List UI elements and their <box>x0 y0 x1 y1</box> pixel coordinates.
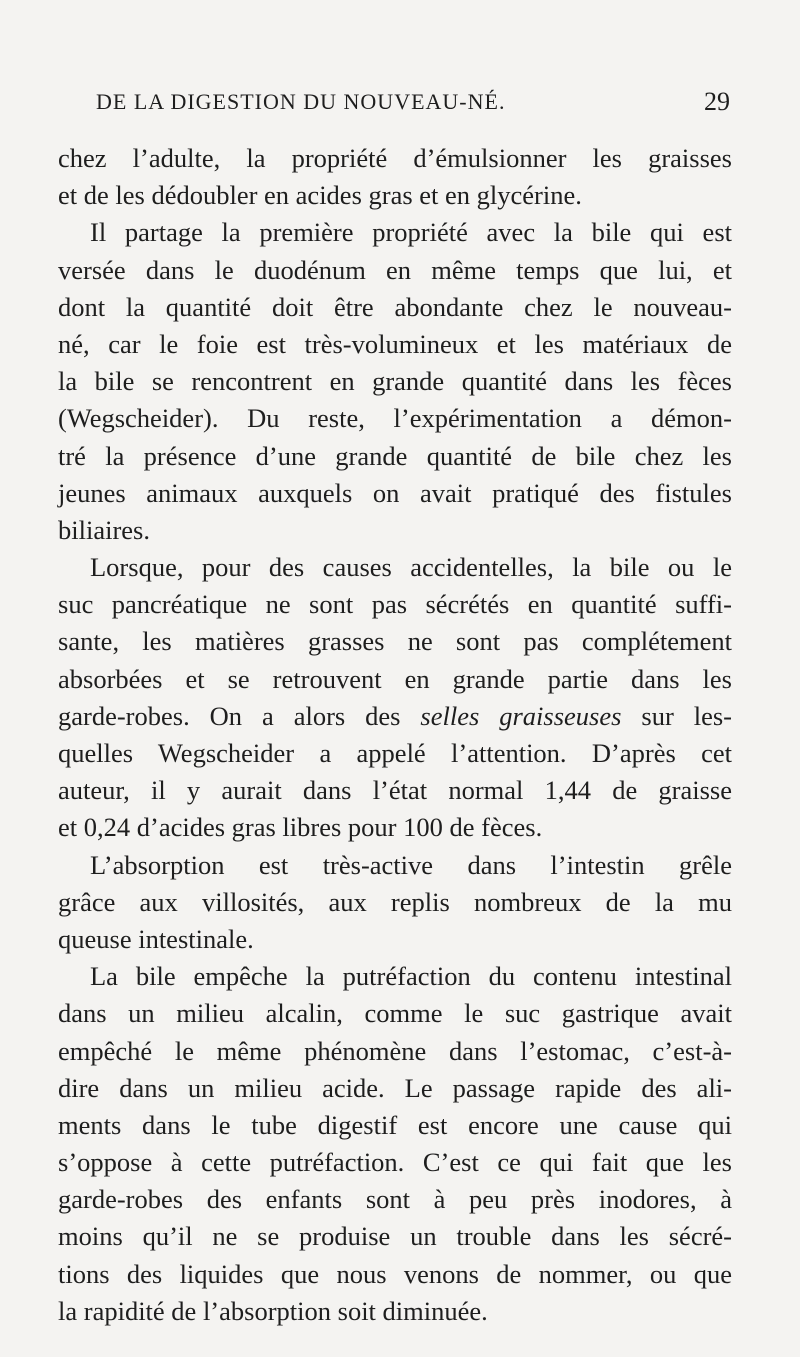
text-line: moins qu’il ne se produise un trouble dans les sécré- <box>58 1221 732 1252</box>
text-line: versée dans le duodénum en même temps que lui, et <box>58 254 732 285</box>
text-line: queuse intestinale. <box>58 923 254 954</box>
paragraph-start: L’absorption est très-active dans l’intestin grêle <box>90 849 732 880</box>
text-line: auteur, il y aurait dans l’état normal 1,44 de graisse <box>58 775 732 806</box>
paragraph-start: Il partage la première propriété avec la bile qui est <box>90 217 732 248</box>
text-line: tions des liquides que nous venons de nommer, ou que <box>58 1258 732 1289</box>
text-line: jeunes animaux auxquels on avait pratiqué des fistules <box>58 477 732 508</box>
text-line: et 0,24 d’acides gras libres pour 100 de fèces. <box>58 812 543 843</box>
text-line: (Wegscheider). Du reste, l’expérimentation a démon- <box>58 403 732 434</box>
text-line: biliaires. <box>58 514 150 545</box>
text-line: né, car le foie est très-volumineux et les matériaux de <box>58 328 732 359</box>
text-line: dans un milieu alcalin, comme le suc gastrique avait <box>58 998 732 1029</box>
text-line: absorbées et se retrouvent en grande partie dans les <box>58 663 732 694</box>
line-text-after: sur les- <box>621 700 732 731</box>
text-line: suc pancréatique ne sont pas sécrétés en quantité suffi- <box>58 589 732 620</box>
text-line: et de les dédoubler en acides gras et en glycérine. <box>58 180 582 211</box>
text-line: quelles Wegscheider a appelé l’attention. D’après cet <box>58 738 732 768</box>
text-line: garde-robes des enfants sont à peu près inodores, à <box>58 1184 732 1215</box>
page-header <box>96 89 730 129</box>
text-line: s’oppose à cette putréfaction. C’est ce qui fait que les <box>58 1147 732 1178</box>
italic-term: selles graisseuses <box>420 700 622 731</box>
text-line: dire dans un milieu acide. Le passage rapide des ali- <box>58 1072 732 1103</box>
text-line-with-italic <box>58 698 732 735</box>
text-line: dont la quantité doit être abondante chez le nouveau- <box>58 291 732 322</box>
page-number: 29 <box>704 87 730 116</box>
text-line: empêché le même phénomène dans l’estomac, c’est-à- <box>58 1035 732 1066</box>
text-line: la rapidité de l’absorption soit diminuée. <box>58 1295 488 1326</box>
running-head: DE LA DIGESTION DU NOUVEAU-NÉ. <box>96 89 506 114</box>
text-line: sante, les matières grasses ne sont pas complétement <box>58 626 732 657</box>
body-text <box>58 140 732 1330</box>
text-line: chez l’adulte, la propriété d’émulsionner les graisses <box>58 143 732 173</box>
text-line: grâce aux villosités, aux replis nombreux de la mu <box>58 886 732 917</box>
paragraph-start: Lorsque, pour des causes accidentelles, la bile ou le <box>90 552 732 583</box>
line-text-before: garde-robes. On a alors des <box>58 700 421 731</box>
text-line: ments dans le tube digestif est encore une cause qui <box>58 1109 732 1140</box>
paragraph-start: La bile empêche la putréfaction du contenu intestinal <box>90 961 732 992</box>
text-line: tré la présence d’une grande quantité de bile chez les <box>58 440 732 471</box>
text-line: la bile se rencontrent en grande quantité dans les fèces <box>58 366 732 397</box>
